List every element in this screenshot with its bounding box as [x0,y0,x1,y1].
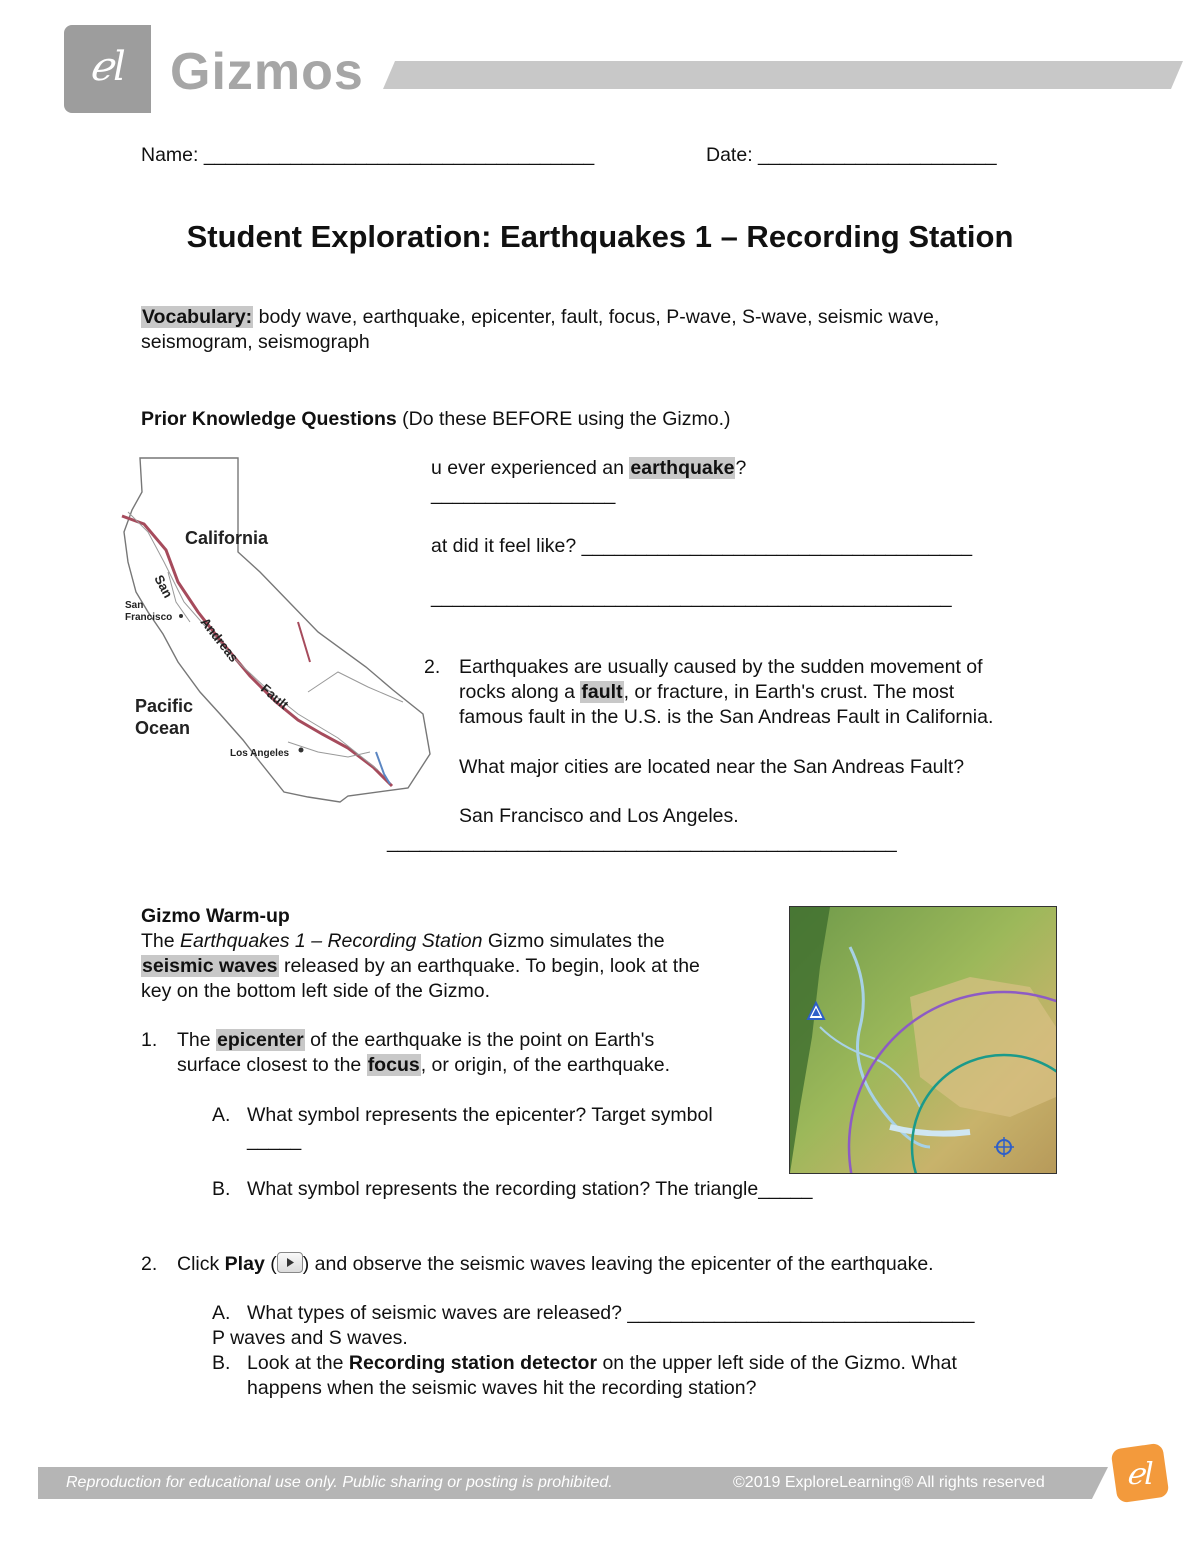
footer-copyright: ©2019 ExploreLearning® All rights reserved [733,1474,1045,1491]
vocabulary-line-1 [141,305,939,330]
q2b-post: on the upper left side of the Gizmo. What [597,1352,957,1374]
footer-disclaimer: Reproduction for educational use only. Public sharing or posting is prohibited. [66,1474,613,1491]
q2-paren-open: ( [264,1253,277,1275]
q2-pre: Click [177,1253,225,1275]
vocabulary-terms: body wave, earthquake, epicenter, fault, focus, P-wave, S-wave, seismic wave, [253,306,940,328]
q2b-pre: Look at the [247,1352,349,1374]
map-label-pacific: Pacific [135,696,194,716]
map-label-los-angeles: Los Angeles [230,748,290,759]
warmup-q2b-line-1 [247,1351,957,1376]
san-francisco-marker [179,614,183,618]
warmup-q2-number: 2. [141,1253,158,1275]
warmup-line-2 [141,954,700,979]
warmup-q2b-line-2: happens when the seismic waves hit the recording station? [247,1377,757,1399]
los-angeles-marker [299,748,304,753]
prior-q2-line-1: Earthquakes are usually caused by the sudden movement of [459,656,983,678]
term-recording-station-detector: Recording station detector [348,1352,598,1374]
prior-q1-pre: u ever experienced an [431,457,630,479]
explorelearning-logo-icon: ℯl [89,44,126,90]
warmup-l2-post: released by an earthquake. To begin, look at the [278,955,700,977]
map-label-sf-1: San [125,600,144,611]
explorelearning-footer-logo-icon [1106,1440,1172,1506]
term-earthquake: earthquake [630,457,735,479]
date-field[interactable] [706,143,997,168]
warmup-heading: Gizmo Warm-up [141,905,290,927]
warmup-q1a-letter: A. [212,1104,231,1126]
term-fault: fault [581,681,623,703]
warmup-q1-line-1 [177,1028,654,1053]
map-label-california: California [185,528,269,548]
warmup-l1-post: Gizmo simulates the [482,930,665,952]
name-field[interactable] [141,143,594,168]
header-bar [383,61,1183,89]
date-label: Date: [706,144,753,166]
map-label-andreas: Andreas [197,614,242,665]
name-label: Name: [141,144,199,166]
warmup-q2a-text[interactable]: What types of seismic waves are released? ________________________________ [247,1302,975,1324]
q1-l2-pre: surface closest to the [177,1054,367,1076]
prior-q1-answer-blank[interactable]: _________________ [431,483,616,505]
warmup-q1a-blank[interactable]: _____ [247,1129,302,1151]
date-blank: ______________________ [758,144,997,166]
warmup-line-1 [141,929,665,954]
warmup-l1-pre: The [141,930,181,952]
q1-l1-post: of the earthquake is the point on Earth's [304,1029,655,1051]
brand-name: Gizmos [170,43,364,101]
prior-heading-note: (Do these BEFORE using the Gizmo.) [396,408,731,430]
prior-q2-line-2 [459,680,954,705]
prior-q2-l2-post: , or fracture, in Earth's crust. The most [623,681,955,703]
map-label-fault: Fault [258,680,292,713]
map-label-san: San [151,572,176,601]
prior-q2-answer[interactable]: San Francisco and Los Angeles. [459,805,739,827]
prior-q1-line [431,456,746,481]
footer-logo-mark: ℯl [1126,1457,1154,1492]
prior-q1-feel-line[interactable]: at did it feel like? ____________________________________ [431,535,973,557]
map-label-sf-2: Francisco [125,612,173,623]
warmup-q2a-letter: A. [212,1302,231,1324]
map-label-ocean: Ocean [135,718,191,738]
warmup-q1-line-2 [177,1053,670,1078]
gizmo-terrain-svg [790,907,1056,1173]
prior-q2-number: 2. [424,656,441,678]
gizmos-logo-box [64,25,151,113]
prior-knowledge-heading [141,407,731,432]
name-blank: ____________________________________ [203,144,595,166]
vocabulary-label: Vocabulary: [142,306,253,328]
gizmo-map-image [789,906,1057,1174]
prior-q2-l2-pre: rocks along a [459,681,581,703]
prior-heading-bold: Prior Knowledge Questions [141,408,397,430]
warmup-q2-line [177,1252,934,1277]
prior-q2-answer-blank[interactable]: _______________________________________________ [387,831,897,853]
warmup-q1b-text[interactable]: What symbol represents the recording station? The triangle_____ [247,1178,813,1200]
california-map [108,452,441,804]
q2-post: ) and observe the seismic waves leaving the epicenter of the earthquake. [302,1253,934,1275]
prior-q2-line-3: famous fault in the U.S. is the San Andreas Fault in California. [459,706,994,728]
prior-q1-feel-blank[interactable]: ________________________________________________ [431,586,952,608]
term-epicenter: epicenter [217,1029,304,1051]
page-title: Student Exploration: Earthquakes 1 – Recording Station [186,219,1014,254]
q1-l1-pre: The [177,1029,217,1051]
vocabulary-line-2: seismogram, seismograph [141,331,370,353]
term-seismic-waves: seismic waves [142,955,278,977]
warmup-q2b-letter: B. [212,1352,231,1374]
warmup-line-3: key on the bottom left side of the Gizmo. [141,980,491,1002]
play-label: Play [224,1253,265,1275]
warmup-q1b-letter: B. [212,1178,231,1200]
play-button-icon[interactable] [277,1252,303,1273]
prior-q2-question: What major cities are located near the San Andreas Fault? [459,756,965,778]
warmup-q2a-answer[interactable]: P waves and S waves. [212,1327,408,1349]
gizmo-name-italic: Earthquakes 1 – Recording Station [180,930,483,952]
q1-l2-post: , or origin, of the earthquake. [420,1054,671,1076]
warmup-q1a-text[interactable]: What symbol represents the epicenter? Target symbol [247,1104,713,1126]
term-focus: focus [367,1054,420,1076]
warmup-q1-number: 1. [141,1029,158,1051]
prior-q1-post: ? [735,457,747,479]
